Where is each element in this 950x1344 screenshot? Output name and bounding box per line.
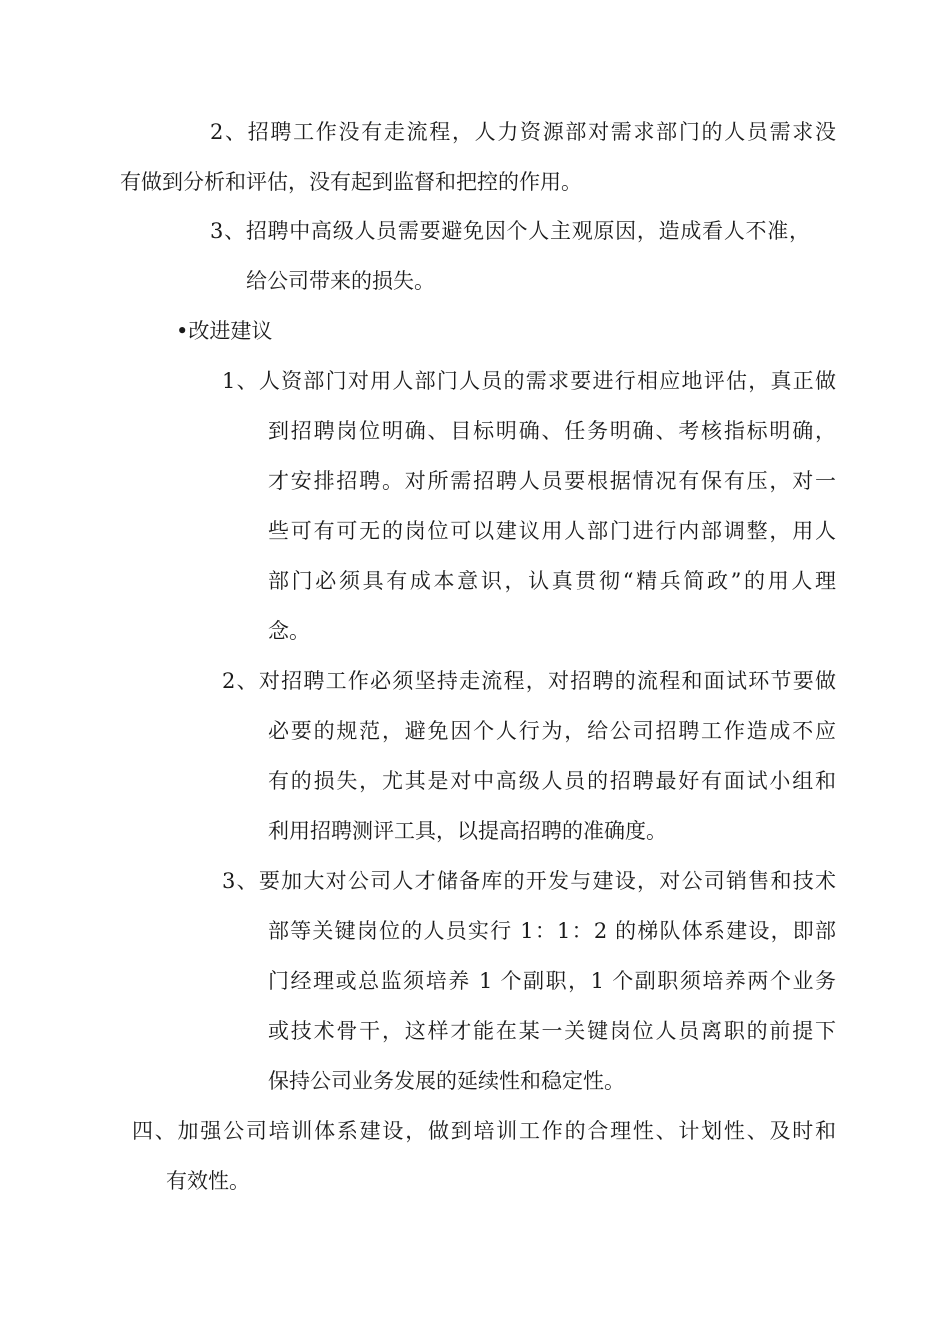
- paragraph-line: 有的损失，尤其是对中高级人员的招聘最好有面试小组和: [268, 769, 836, 793]
- paragraph-line: 1、人资部门对用人部门人员的需求要进行相应地评估，真正做: [222, 369, 836, 393]
- paragraph-line: 门经理或总监须培养 1 个副职，1 个副职须培养两个业务: [268, 969, 836, 993]
- paragraph-line: 部门必须具有成本意识，认真贯彻“精兵简政”的用人理: [268, 569, 836, 593]
- paragraph-line: 3、招聘中高级人员需要避免因个人主观原因，造成看人不准，: [210, 219, 810, 243]
- paragraph-line: 些可有可无的岗位可以建议用人部门进行内部调整，用人: [268, 519, 836, 543]
- paragraph-line: 念。: [268, 619, 310, 643]
- section-heading-improvements: •改进建议: [176, 319, 273, 343]
- section-heading-training: 四、加强公司培训体系建设，做到培训工作的合理性、计划性、及时和: [132, 1119, 836, 1143]
- paragraph-line: 有效性。: [166, 1169, 250, 1193]
- paragraph-line: 给公司带来的损失。: [246, 269, 435, 293]
- paragraph-line: 利用招聘测评工具，以提高招聘的准确度。: [268, 819, 667, 843]
- paragraph-line: 到招聘岗位明确、目标明确、任务明确、考核指标明确，: [268, 419, 836, 443]
- paragraph-line: 或技术骨干，这样才能在某一关键岗位人员离职的前提下: [268, 1019, 836, 1043]
- paragraph-line: 2、对招聘工作必须坚持走流程，对招聘的流程和面试环节要做: [222, 669, 836, 693]
- paragraph-line: 部等关键岗位的人员实行 1：1：2 的梯队体系建设，即部: [268, 919, 836, 943]
- paragraph-line: 保持公司业务发展的延续性和稳定性。: [268, 1069, 625, 1093]
- paragraph-line: 有做到分析和评估，没有起到监督和把控的作用。: [120, 170, 582, 194]
- paragraph-line: 必要的规范，避免因个人行为，给公司招聘工作造成不应: [268, 719, 836, 743]
- paragraph-line: 2、招聘工作没有走流程，人力资源部对需求部门的人员需求没: [210, 120, 836, 144]
- paragraph-line: 才安排招聘。对所需招聘人员要根据情况有保有压，对一: [268, 469, 836, 493]
- paragraph-line: 3、要加大对公司人才储备库的开发与建设，对公司销售和技术: [222, 869, 836, 893]
